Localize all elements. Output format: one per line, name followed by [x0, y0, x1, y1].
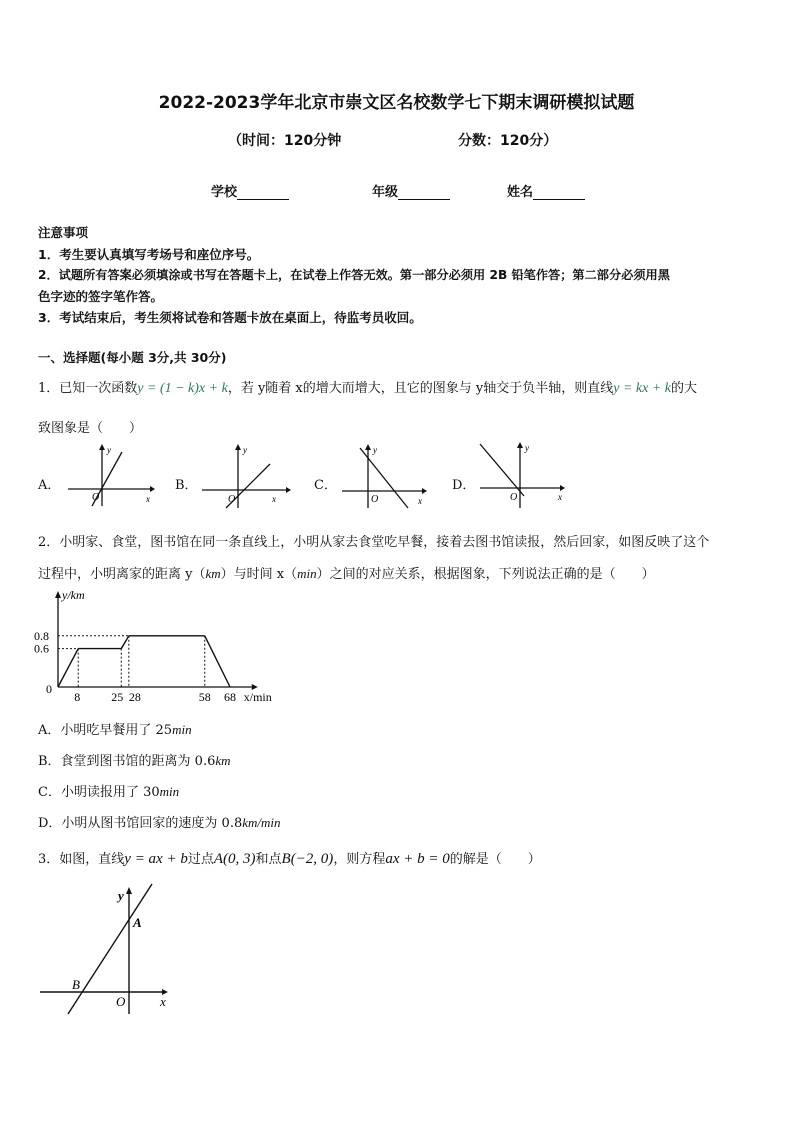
- q2-text: ）与时间 x（: [220, 567, 298, 582]
- q3-text: 的解是（ ）: [449, 852, 541, 867]
- q2-option-text: D．小明从图书馆回家的速度为 0.8: [38, 816, 243, 831]
- q2-option-unit: km/min: [242, 815, 281, 830]
- notice-item: 2．试题所有答案必须填涂或书写在答题卡上，在试卷上作答无效。第一部分必须用 2B 铅笔作答；第二部分必须用黑: [38, 268, 670, 282]
- q1-option-b-graph: [198, 442, 293, 512]
- axis-y-label: y: [118, 888, 124, 903]
- q2-option-text: B．食堂到图书馆的距离为 0.6: [38, 754, 216, 769]
- q3-line-figure: [36, 880, 186, 1020]
- question-3-text: [38, 848, 541, 868]
- q2-option-c[interactable]: [38, 781, 179, 800]
- q2-option-text: C．小明读报用了 30: [38, 785, 160, 800]
- section-heading: 一、选择题(每小题 3分,共 30分): [38, 350, 227, 365]
- school-label: 学校: [211, 185, 238, 200]
- name-label: 姓名: [507, 185, 534, 200]
- chart-segment: [121, 636, 129, 649]
- q3-point-b: B(−2, 0): [281, 851, 334, 867]
- q2-option-a[interactable]: [38, 719, 192, 738]
- school-field[interactable]: [211, 181, 289, 200]
- school-blank[interactable]: [237, 187, 289, 200]
- q2-option-text: A．小明吃早餐用了 25: [38, 723, 173, 738]
- q2-option-unit: km: [215, 753, 231, 768]
- q2-option-unit: min: [172, 722, 192, 737]
- q2-unit: km: [205, 566, 221, 581]
- exam-time: （时间：120分钟: [228, 133, 342, 149]
- q1-option-b-label[interactable]: B．: [175, 478, 198, 493]
- q2-unit: min: [297, 566, 317, 581]
- q2-text: 过程中，小明离家的距离 y（: [38, 567, 206, 582]
- x-tick-label: 8: [74, 690, 81, 704]
- notice-item: 3．考试结束后，考生须将试卷和答题卡放在桌面上，待监考员收回。: [38, 310, 422, 325]
- q1-text: 的大: [670, 381, 697, 396]
- axis-x-label: x: [160, 994, 166, 1009]
- q2-option-b[interactable]: [38, 750, 231, 769]
- q3-point-a: A(0, 3): [213, 851, 256, 867]
- notice-item: 色字迹的签字笔作答。: [38, 289, 164, 304]
- notice-heading: 注意事项: [38, 225, 89, 240]
- axis-y-label: y: [373, 445, 377, 455]
- notice-item: 1．考生要认真填写考场号和座位序号。: [38, 247, 260, 262]
- q3-text: 和点: [255, 852, 282, 867]
- axis-x-label: x: [146, 494, 150, 504]
- x-tick-label: 25: [111, 690, 124, 704]
- q2-text-line-2: [38, 563, 655, 582]
- page-title: 2022-2023学年北京市崇文区名校数学七下期末调研模拟试题: [158, 93, 635, 113]
- q1-text: 1．已知一次函数: [38, 381, 138, 396]
- grade-field[interactable]: [372, 181, 450, 200]
- q1-text-line-2: 致图象是（ ）: [38, 421, 143, 436]
- origin-label: O: [371, 494, 379, 505]
- q1-option-d-graph: [476, 438, 571, 510]
- x-tick-label: 58: [198, 690, 211, 704]
- q2-distance-time-chart: [30, 586, 290, 708]
- origin-label: 0: [46, 682, 52, 696]
- x-tick-label: 28: [128, 690, 141, 704]
- x-axis-label: x/min: [243, 690, 272, 704]
- x-tick-label: 68: [224, 690, 237, 704]
- q1-option-c-label[interactable]: C．: [314, 478, 337, 493]
- q2-option-unit: min: [159, 784, 180, 799]
- q1-text: ，若 y随着 x的增大而增大，且它的图象与 y轴交于负半轴，则直线: [227, 381, 614, 396]
- origin-label: O: [116, 994, 126, 1009]
- grade-label: 年级: [372, 185, 399, 200]
- axis-x-label: x: [558, 492, 562, 502]
- q1-formula-1: y = (1 − k)x + k: [137, 381, 228, 396]
- q3-text: 过点: [187, 852, 214, 867]
- axis-y-label: y: [107, 445, 111, 455]
- q2-text-line-1: 2．小明家、食堂，图书馆在同一条直线上，小明从家去食堂吃早餐，接着去图书馆读报，然后回家，如图反映了这个: [38, 535, 710, 550]
- axis-x-label: x: [272, 494, 276, 504]
- axis-x-label: x: [418, 496, 422, 506]
- q3-text: ，则方程: [333, 852, 386, 867]
- y-axis-arrow: [55, 591, 61, 598]
- axis-y-label: y: [243, 445, 247, 455]
- q2-text: ）之间的对应关系，根据图象，下列说法正确的是（ ）: [316, 567, 655, 582]
- axis-y-label: y: [525, 443, 529, 453]
- q1-option-a-label[interactable]: A．: [38, 478, 61, 493]
- q3-equation: ax + b = 0: [385, 851, 450, 867]
- q3-text: 3．如图，直线: [38, 852, 125, 867]
- exam-score: 分数：120分）: [458, 133, 558, 149]
- q3-formula: y = ax + b: [124, 851, 188, 867]
- q1-formula-2: y = kx + k: [613, 381, 671, 396]
- name-blank[interactable]: [533, 187, 585, 200]
- y-axis-label: y/km: [62, 588, 85, 602]
- origin-label: O: [92, 492, 100, 503]
- question-1-text: [38, 377, 697, 397]
- q1-option-a-graph: [62, 442, 157, 512]
- q1-option-d-label[interactable]: D．: [452, 478, 476, 493]
- chart-segment: [58, 649, 78, 687]
- y-tick-label: 0.6: [34, 641, 49, 656]
- origin-label: O: [510, 492, 518, 503]
- point-b-label: B: [72, 977, 80, 992]
- point-a-label: A: [133, 915, 142, 930]
- y-tick-label: 0.8: [34, 628, 49, 643]
- q1-option-c-graph: [338, 442, 433, 512]
- name-field[interactable]: [507, 181, 585, 200]
- chart-segment: [205, 636, 230, 687]
- q2-option-d[interactable]: [38, 812, 281, 831]
- origin-label: O: [228, 494, 236, 505]
- grade-blank[interactable]: [398, 187, 450, 200]
